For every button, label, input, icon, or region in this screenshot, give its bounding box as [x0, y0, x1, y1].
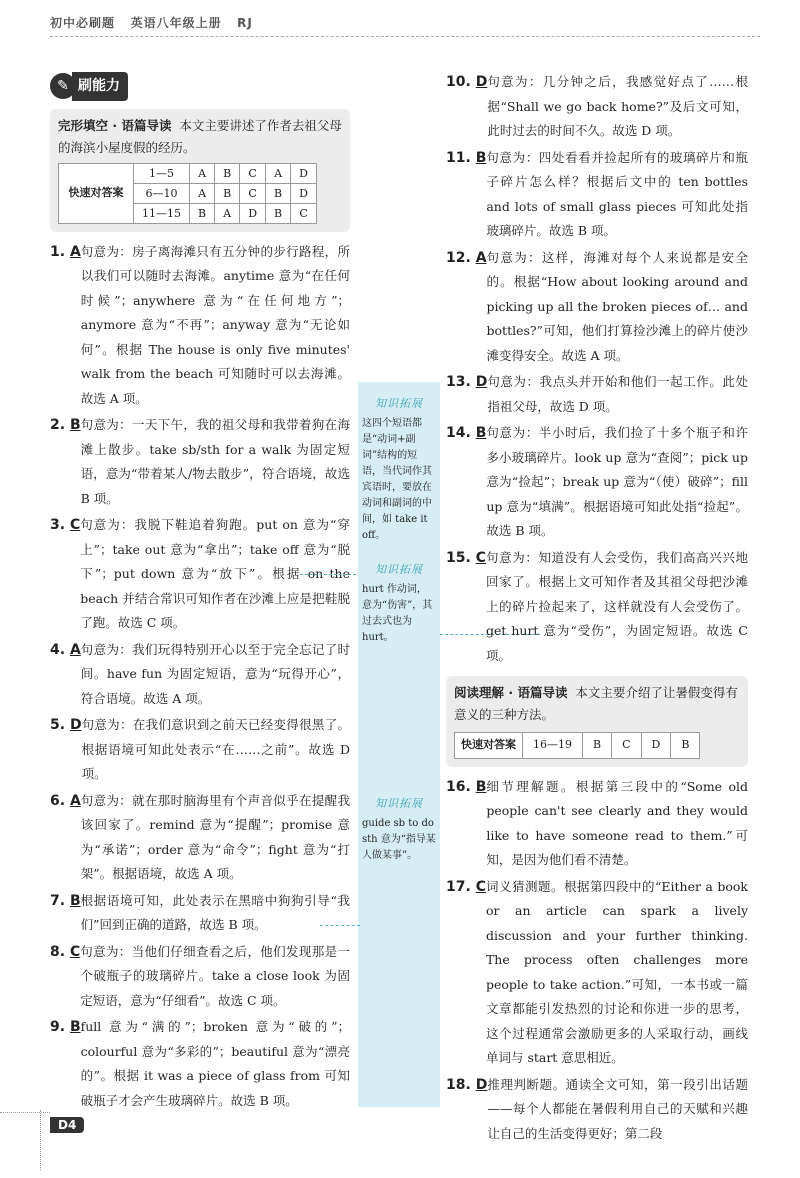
answer-cell: B	[266, 183, 291, 203]
question-num: 16.	[446, 778, 471, 795]
question-num: 15.	[446, 549, 471, 566]
answer-letter: B	[69, 417, 81, 433]
pencil-icon: ✎	[50, 73, 76, 99]
question-num: 13.	[446, 374, 471, 390]
explanation-text: 细节理解题。根据第三段中的“Some old people can't see clearly and they would like to have someone read to them.”可知，是因为他们看不清楚。	[486, 778, 748, 867]
right-column	[446, 70, 748, 1148]
answer-range: 11—15	[134, 203, 190, 223]
answer-item	[50, 240, 350, 412]
answer-letter: C	[69, 943, 81, 960]
answer-letter: D	[475, 1076, 488, 1093]
question-num: 9.	[50, 1019, 66, 1035]
answer-item	[446, 1073, 748, 1147]
right-answer-list	[446, 70, 748, 668]
question-number	[50, 638, 81, 712]
answer-item	[446, 370, 748, 419]
question-number	[446, 546, 486, 669]
answer-item	[50, 638, 350, 712]
answer-range: 16—19	[523, 733, 583, 759]
question-num: 12.	[446, 249, 471, 266]
question-num: 10.	[446, 74, 471, 90]
question-number	[50, 240, 81, 412]
answer-key-label: 快速对答案	[455, 733, 523, 759]
answer-cell: C	[612, 733, 641, 759]
answer-cell: C	[240, 183, 266, 203]
header-book: 初中必刷题	[50, 16, 116, 30]
answer-row	[455, 733, 700, 759]
answer-letter: D	[475, 74, 488, 90]
explanation-text: 句意为：房子离海滩只有五分钟的步行路程，所以我们可以随时去海滩。anytime 意为“在任何时候”；anywhere 意为“在任何地方”；anymore 意为“不再”；anyway 意为“无论如何”。根据 The house is only five minutes' walk from the beach 可知随时可以去海滩。故选 A 项。	[80, 243, 350, 406]
knowledge-sidebar	[358, 382, 440, 1107]
answer-cell: A	[215, 203, 240, 223]
question-num: 14.	[446, 425, 471, 441]
answer-cell: B	[190, 203, 215, 223]
explanation-text: 句意为：半小时后，我们捡了十多个瓶子和许多小玻璃碎片。look up 意为“查阅”；pick up 意为“捡起”；break up 意为“（使）破碎”；fill up 意为“填满”。根据语境可知此处指“捡起”。故选 B 项。	[486, 425, 748, 538]
question-number	[50, 789, 81, 887]
explanation-text: 句意为：我脱下鞋追着狗跑。put on 意为“穿上”；take out 意为“拿出”；take off 意为“脱下”；put down 意为“放下”。根据 on the beach 并结合常识可知作者在沙滩上应是把鞋脱了跑。故选 C 项。	[80, 517, 350, 630]
tip-title: 知识拓展	[375, 797, 423, 810]
answer-item	[50, 940, 350, 1014]
answer-cell: B	[215, 183, 240, 203]
answer-cell: D	[291, 163, 317, 183]
answer-range: 6—10	[134, 183, 190, 203]
question-number	[446, 421, 486, 544]
explanation-text: 句意为：这样，海滩对每个人来说都是安全的。根据“How about looking around and picking up all the broken pieces of… and bottles?”可知，他们打算捡沙滩上的碎片使沙滩变得安全。故选 A 项。	[486, 249, 748, 363]
question-number	[446, 775, 486, 873]
question-number	[50, 940, 80, 1014]
answer-range: 1—5	[134, 163, 190, 183]
answer-letter: B	[475, 425, 487, 441]
question-num: 7.	[50, 892, 66, 909]
answer-item	[50, 413, 350, 511]
question-num: 6.	[50, 792, 66, 809]
question-number	[446, 1073, 487, 1147]
answer-letter: A	[69, 641, 81, 658]
answer-letter: A	[475, 249, 487, 266]
tip-title: 知识拓展	[375, 563, 423, 576]
question-number	[50, 1015, 81, 1113]
tip-body: guide sb to do sth 意为“指导某人做某事”。	[362, 818, 436, 861]
answer-cell: A	[190, 163, 215, 183]
answer-letter: B	[69, 1019, 81, 1035]
cloze-guide-title: 完形填空 · 语篇导读 本文主要讲述了作者去祖父母的海滨小屋度假的经历。	[58, 117, 342, 155]
answer-cell: D	[641, 733, 671, 759]
answer-letter: C	[475, 878, 486, 895]
answer-item	[446, 775, 748, 873]
running-header	[50, 14, 253, 31]
tip-pointer	[320, 925, 360, 926]
answer-item	[50, 789, 350, 887]
right-answer-list-2	[446, 775, 748, 1147]
explanation-text: 句意为：几分钟之后，我感觉好点了……根据“Shall we go back home?”及后文可知，此时过去的时间不久。故选 D 项。	[487, 74, 748, 138]
question-number	[50, 889, 81, 938]
cloze-answer-table	[58, 163, 317, 224]
header-subject: 英语八年级上册	[130, 16, 222, 30]
question-num: 18.	[446, 1076, 471, 1093]
cloze-guide-box	[50, 109, 350, 232]
explanation-text: 词义猜测题。根据第四段中的“Either a book or an article can spark a lively discussion and your further thinking. The process often challenges more people to take action.”可知，一本书或一篇文章都能引发热烈的讨论和你进一步的思考，这个过程通常会激励更多的人采取行动，画线单词与 start 意思相近。	[485, 878, 748, 1065]
explanation-text: 句意为：当他们仔细查看之后，他们发现那是一个破瓶子的玻璃碎片。take a close look 为固定短语，意为“仔细看”。故选 C 项。	[80, 943, 350, 1008]
brand-label: 刷能力	[72, 72, 128, 101]
answer-cell: C	[240, 163, 266, 183]
question-num: 17.	[446, 878, 471, 895]
question-num: 1.	[50, 243, 66, 260]
answer-cell: C	[291, 203, 317, 223]
answer-letter: D	[475, 374, 488, 390]
footer-dots	[40, 1110, 43, 1170]
explanation-text: 句意为：在我们意识到之前天已经变得很黑了。根据语境可知此处表示“在……之前”。故选 D 项。	[81, 717, 350, 781]
answer-item	[446, 546, 748, 669]
question-number	[446, 246, 487, 369]
question-number	[50, 713, 82, 787]
tip-body: 这四个短语都是“动词+副词”结构的短语，当代词作其宾语时，要放在动词和副词的中间，如 take it off。	[362, 418, 432, 541]
tip-pointer	[300, 574, 356, 575]
reading-guide-title: 阅读理解 · 语篇导读 本文主要介绍了让暑假变得有意义的三种方法。	[454, 685, 738, 722]
answer-item	[446, 246, 748, 369]
section-brand	[50, 72, 350, 101]
explanation-text: full 意为“满的”；broken 意为“破的”；colourful 意为“多彩的”；beautiful 意为“漂亮的”。根据 it was a piece of glass from 可知破瓶子才会产生玻璃碎片。故选 B 项。	[80, 1019, 350, 1108]
answer-row	[59, 163, 317, 183]
explanation-text: 句意为：就在那时脑海里有个声音似乎在提醒我该回家了。remind 意为“提醒”；promise 意为“承诺”；order 意为“命令”；fight 意为“打架”。根据语境，故选 A 项。	[80, 792, 350, 881]
question-number	[446, 370, 487, 419]
question-num: 8.	[50, 943, 66, 960]
answer-letter: D	[69, 717, 82, 733]
answer-cell: D	[240, 203, 266, 223]
question-number	[50, 413, 81, 511]
question-num: 3.	[50, 517, 66, 533]
answer-item	[50, 889, 350, 938]
left-column	[50, 72, 350, 1115]
answer-item	[446, 421, 748, 544]
reading-guide-box	[446, 676, 748, 767]
header-divider	[50, 36, 760, 37]
answer-item	[446, 70, 748, 144]
tip-body: hurt 作动词，意为“伤害”，其过去式也为 hurt。	[362, 584, 433, 643]
answer-letter: B	[475, 149, 487, 166]
answer-cell: B	[583, 733, 612, 759]
answer-letter: C	[475, 549, 486, 566]
page-number: D4	[50, 1117, 84, 1133]
question-num: 4.	[50, 641, 66, 658]
answer-cell: B	[671, 733, 700, 759]
answer-cell: D	[291, 183, 317, 203]
question-number	[50, 513, 80, 636]
answer-letter: B	[69, 892, 81, 909]
question-num: 11.	[446, 149, 471, 166]
tip-title: 知识拓展	[375, 397, 423, 410]
answer-cell: A	[266, 163, 291, 183]
answer-letter: A	[69, 792, 81, 809]
reading-answer-table	[454, 732, 700, 759]
explanation-text: 句意为：一天下午，我的祖父母和我带着狗在海滩上散步。take sb/sth for a walk 为固定短语，意为“带着某人/物去散步”，符合语境，故选 B 项。	[80, 417, 350, 506]
question-num: 2.	[50, 417, 66, 433]
answer-cell: B	[215, 163, 240, 183]
question-number	[446, 875, 486, 1071]
explanation-text: 句意为：知道没有人会受伤，我们高高兴兴地回家了。根据上文可知作者及其祖父母把沙滩上的碎片捡起来了，这样就没有人会受伤了。get hurt 意为“受伤”，为固定短语。故选 C 项。	[485, 549, 748, 663]
answer-cell: B	[266, 203, 291, 223]
answer-item	[446, 875, 748, 1071]
answer-letter: A	[69, 243, 81, 260]
answer-letter: B	[475, 778, 487, 795]
explanation-text: 句意为：四处看看并捡起所有的玻璃碎片和瓶子碎片怎么样？根据后文中的 ten bottles and lots of small glass pieces 可知此处指玻璃碎片。故选 B 项。	[486, 149, 748, 238]
explanation-text: 句意为：我点头并开始和他们一起工作。此处指祖父母，故选 D 项。	[487, 374, 748, 414]
explanation-text: 句意为：我们玩得特别开心以至于完全忘记了时间。have fun 为固定短语，意为“玩得开心”，符合语境。故选 A 项。	[80, 641, 350, 706]
header-edition: RJ	[237, 16, 253, 30]
explanation-text: 根据语境可知，此处表示在黑暗中狗狗引导“我们”回到正确的道路，故选 B 项。	[80, 892, 350, 932]
question-number	[446, 70, 487, 144]
explanation-text: 推理判断题。通读全文可知，第一段引出话题——每个人都能在暑假利用自己的天赋和兴趣让自己的生活变得更好；第二段	[487, 1076, 748, 1141]
answer-item	[50, 1015, 350, 1113]
answer-cell: A	[190, 183, 215, 203]
answer-item	[446, 146, 748, 244]
question-num: 5.	[50, 717, 66, 733]
answer-letter: C	[69, 517, 81, 533]
left-answer-list	[50, 240, 350, 1114]
answer-key-label: 快速对答案	[59, 163, 134, 223]
answer-item	[50, 713, 350, 787]
question-number	[446, 146, 486, 244]
